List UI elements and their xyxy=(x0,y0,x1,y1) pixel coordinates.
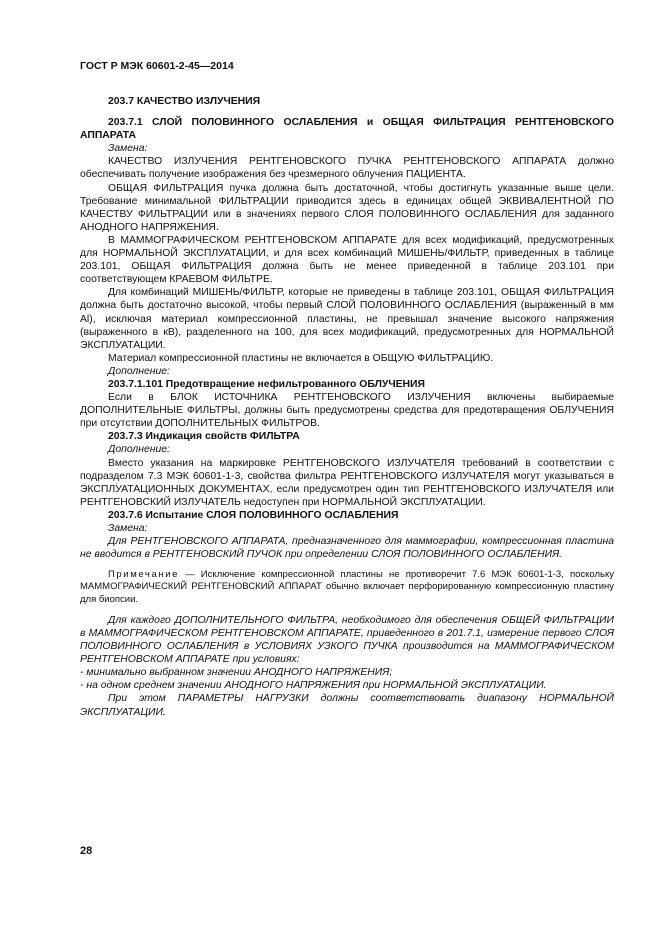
body-paragraph: ОБЩАЯ ФИЛЬТРАЦИЯ пучка должна быть достаточной, чтобы достигнуть указанные выше цели. Требование минимальной ФИЛЬТРАЦИИ приводится здесь в единицах общей ЭКВИВАЛЕНТНОЙ ПО КАЧЕСТВУ ФИЛЬТРАЦИИ или в значениях первого СЛОЯ ПОЛОВИННОГО ОСЛАБЛЕНИЯ для заданного АНОДНОГО НАПРЯЖЕНИЯ. xyxy=(80,182,614,233)
replacement-label: Замена: xyxy=(108,143,148,155)
body-paragraph: Материал компрессионной пластины не включается в ОБЩУЮ ФИЛЬТРАЦИЮ. xyxy=(108,352,494,364)
note-label: Примечание xyxy=(108,569,179,581)
subsection-heading: 203.7.3 Индикация свойств ФИЛЬТРА xyxy=(108,431,300,443)
body-paragraph: КАЧЕСТВО ИЗЛУЧЕНИЯ РЕНТГЕНОВСКОГО ПУЧКА РЕНТГЕНОВСКОГО АППАРАТА должно обеспечивать получение изображения без чрезмерного облучения ПАЦИЕНТА. xyxy=(80,156,614,181)
document-header: ГОСТ Р МЭК 60601-2-45—2014 xyxy=(80,60,234,72)
body-paragraph: Для каждого ДОПОЛНИТЕЛЬНОГО ФИЛЬТРА, необходимого для обеспечения ОБЩЕЙ ФИЛЬТРАЦИИ в МАММОГРАФИЧЕСКОМ РЕНТГЕНОВСКОМ АППАРАТЕ, приведенного в 201.7.1, измерение первого СЛОЯ ПОЛОВИННОГО ОСЛАБЛЕНИЯ в УСЛОВИЯХ УЗКОГО ПУЧКА производится на МАММОГРАФИЧЕСКОМ РЕНТГЕНОВСКОМ АППАРАТЕ при условиях: xyxy=(80,614,614,666)
body-paragraph: Вместо указания на маркировке РЕНТГЕНОВСКОГО ИЗЛУЧАТЕЛЯ требований в соответствии с подразделом 7.3 МЭК 60601-1-3, свойства фильтра РЕНТГЕНОВСКОГО ИЗЛУЧАТЕЛЯ могут указываться в ЭКСПЛУАТАЦИОННЫХ ДОКУМЕНТАХ, если предусмотрен один тип РЕНТГЕНОВСКОГО ИЗЛУЧАТЕЛЯ или РЕНТГЕНОВСКИЙ ИЗЛУЧАТЕЛЬ недоступен при НОРМАЛЬНОЙ ЭКСПЛУАТАЦИИ. xyxy=(80,457,614,508)
subsection-heading: 203.7.1 СЛОЙ ПОЛОВИННОГО ОСЛАБЛЕНИЯ и ОБЩАЯ ФИЛЬТРАЦИЯ РЕНТГЕНОВСКОГО АППАРАТА xyxy=(80,117,614,142)
body-paragraph: В МАММОГРАФИЧЕСКОМ РЕНТГЕНОВСКОМ АППАРАТЕ для всех модификаций, предусмотренных для НОРМАЛЬНОЙ ЭКСПЛУАТАЦИИ, и для всех комбинаций МИШЕНЬ/ФИЛЬТР, приведенных в таблице 203.101, ОБЩАЯ ФИЛЬТРАЦИЯ должна быть не менее приведенной в таблице 203.101 при соответствующем КРАЕВОМ ФИЛЬТРЕ. xyxy=(80,234,614,286)
note-paragraph xyxy=(80,569,614,606)
note-text: — Исключение компрессионной пластины не противоречит 7.6 МЭК 60601-1-3, поскольку МАММОГРАФИЧЕСКИЙ РЕНТГЕНОВСКИЙ АППАРАТ обычно включает перфорированную компрессионную пластину для биопсии. xyxy=(80,569,614,605)
body-paragraph: Если в БЛОК ИСТОЧНИКА РЕНТГЕНОВСКОГО ИЗЛУЧЕНИЯ включены выбираемые ДОПОЛНИТЕЛЬНЫЕ ФИЛЬТРЫ, должны быть предусмотрены средства для предотвращения ОБЛУЧЕНИЯ при отсутствии ДОПОЛНИТЕЛЬНЫХ ФИЛЬТРОВ. xyxy=(80,392,614,430)
document-body xyxy=(80,95,614,719)
list-item: - на одном среднем значении АНОДНОГО НАПРЯЖЕНИЯ при НОРМАЛЬНОЙ ЭКСПЛУАТАЦИИ. xyxy=(80,680,547,692)
section-heading: 203.7 КАЧЕСТВО ИЗЛУЧЕНИЯ xyxy=(108,96,261,107)
addition-label: Дополнение: xyxy=(108,444,170,456)
subsection-heading: 203.7.6 Испытание СЛОЯ ПОЛОВИННОГО ОСЛАБЛЕНИЯ xyxy=(108,509,399,521)
list-item: - минимально выбранном значении АНОДНОГО НАПРЯЖЕНИЯ; xyxy=(80,667,393,679)
body-paragraph: Для РЕНТГЕНОВСКОГО АППАРАТА, предназначенного для маммографии, компрессионная пластина не вводится в РЕНТГЕНОВСКИЙ ПУЧОК при определении СЛОЯ ПОЛОВИННОГО ОСЛАБЛЕНИЯ. xyxy=(80,536,614,561)
page-number: 28 xyxy=(80,845,93,857)
addition-label: Дополнение: xyxy=(108,365,170,377)
subsection-heading: 203.7.1.101 Предотвращение нефильтрованного ОБЛУЧЕНИЯ xyxy=(108,378,425,390)
replacement-label: Замена: xyxy=(108,523,148,534)
body-paragraph: При этом ПАРАМЕТРЫ НАГРУЗКИ должны соответствовать диапазону НОРМАЛЬНОЙ ЭКСПЛУАТАЦИИ. xyxy=(80,693,614,718)
body-paragraph: Для комбинаций МИШЕНЬ/ФИЛЬТР, которые не приведены в таблице 203.101, ОБЩАЯ ФИЛЬТРАЦИЯ должна быть достаточно высокой, чтобы первый СЛОЙ ПОЛОВИННОГО ОСЛАБЛЕНИЯ (выраженный в мм Al), исключая материал компрессионной пластины, не превышал значение высокого напряжения (выраженного в кВ), разделенного на 100, для всех модификаций, предусмотренных для НОРМАЛЬНОЙ ЭКСПЛУАТАЦИИ. xyxy=(80,287,614,351)
